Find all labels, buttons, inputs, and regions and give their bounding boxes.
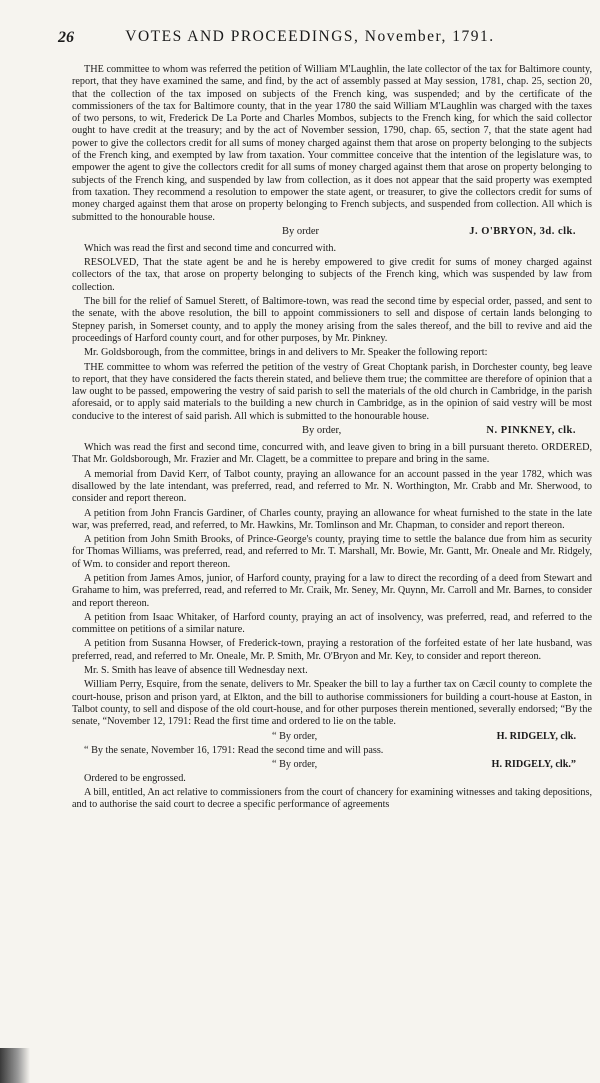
page-number: 26 [58, 29, 74, 46]
signature-by-order: “ By order, [272, 758, 318, 770]
signature-pinkney [72, 425, 592, 439]
paragraph-whitaker-petition: A petition from Isaac Whitaker, of Harford county, praying an act of insolvency, was preferred, read, and referred to the committee on petitions of a similar nature. [72, 611, 592, 636]
paragraph-howser-petition: A petition from Susanna Howser, of Frederick-town, praying a restoration of the forfeited estate of her late husband, was preferred, read, and referred to Mr. Oneale, Mr. P. Smith, Mr. O'Bryon and Mr. Key, to consider and report thereon. [72, 638, 592, 662]
signature-by-order: By order [282, 225, 320, 237]
signature-clerk: N. PINKNEY, clk. [486, 425, 576, 437]
page-body [72, 64, 592, 814]
paragraph-read-concurred: Which was read the first and second time and concurred with. [84, 242, 337, 254]
paragraph-amos-petition: A petition from James Amos, junior, of Harford county, praying for a law to direct the recording of a deed from Stewart and Grahame to him, was preferred, read, and referred to Mr. Craik, Mr. Seney, Mr. Quynn, Mr. Carroll and Mr. Barnes, to consider and report thereon. [72, 572, 592, 609]
paragraph-goldsborough: Mr. Goldsborough, from the committee, brings in and delivers to Mr. Speaker the following report: [84, 347, 488, 359]
signature-ridgely-1 [72, 731, 592, 744]
paragraph-sterett-bill: The bill for the relief of Samuel Sterett, of Baltimore-town, was read the second time by especial order, passed, and sent to the senate, with the above resolution, the bill to appoint commissioners to sell and dispose of certain lands belonging to Stepney parish, in Somerset county, and to apply the money arising from the sales thereof, and the bill to revive and aid the proceedings of Harford county court, and for other purposes, by Mr. Pinkney. [72, 296, 592, 344]
signature-obryon [72, 226, 592, 240]
signature-clerk: H. RIDGELY, clk. [496, 730, 576, 742]
page-header [58, 26, 548, 50]
committee-report-mlaughlin: THE committee to whom was referred the petition of William M'Laughlin, the late collector of the tax for Baltimore county, report, that they have examined the same, and find, by the act of assembly passed at May session, 1781, chap. 25, section 20, that the collection of the tax imposed on subjects of the French king, was suspended; and by the certificate of the commissioners of the tax for Baltimore county, that in the year 1780 the said William M'Laughlin was charged with the taxes of two persons, to wit, Frederick De La Porte and Charles Mombos, subjects to the French king, for which the said collector ought to have credit at the treasury; and by the act of November session, 1790, chap. 65, section 7, that the state agent had power to give the collectors credit for all sums of money charged against them that arose on property belonging to the subjects of the French king, and exempted by law from taxation. Your committee conceive that the intention of the legislature was, to empower the agent to give the collectors credit for all sums of money charged against them that arose on property belonging to subjects of the French king, and suspended by law from collection, as it does not appear that the said property was exempted from taxation. They recommend a resolution to empower the state agent, or treasurer, to give the collectors credit for sums of money charged against them that arose on property belonging to French subjects, and suspended from collection. All which is submitted to the honourable house. [72, 64, 592, 223]
signature-ridgely-2 [72, 759, 592, 772]
committee-report-choptank: THE committee to whom was referred the petition of the vestry of Great Choptank parish, in Dorchester county, beg leave to report, that they have considered the facts therein stated, and believe them true; the committee are therefore of opinion that a law ought to be passed, empowering the vestry of said parish to sell the materials of the old church in Cambridge, in the parish aforesaid, or to apply said materials to the building a new church in Cambridge, as in the opinion of said vestry will be most conducive to the interest of said parish. All which is submitted to the honourable house. [72, 361, 592, 422]
paragraph-engrossed: Ordered to be engrossed. [84, 772, 186, 784]
running-title: VOTES AND PROCEEDINGS, November, 1791. [125, 28, 495, 45]
paragraph-smith-leave: Mr. S. Smith has leave of absence till Wednesday next. [84, 665, 308, 677]
paragraph-chancery-bill: A bill, entitled, An act relative to commissioners from the court of chancery for examining witnesses and taking depositions, and to authorise the said court to decree a specific performance of agreements [72, 787, 592, 811]
paragraph-kerr-memorial: A memorial from David Kerr, of Talbot county, praying an allowance for an account passed in the year 1782, which was disallowed by the late intendant, was preferred, read, and referred to Mr. N. Worthington, Mr. Crabb and Mr. Sherwood, to consider and report thereon. [72, 468, 592, 505]
signature-by-order: By order, [302, 425, 342, 437]
paragraph-ordered-committee: Which was read the first and second time, concurred with, and leave given to bring in a bill pursuant thereto. ORDERED, That Mr. Goldsborough, Mr. Frazier and Mr. Clagett, be a committee to prepare and bring in the same. [72, 442, 592, 466]
signature-clerk: J. O'BRYON, 3d. clk. [469, 225, 576, 237]
paragraph-brooks-petition: A petition from John Smith Brooks, of Prince-George's county, praying time to settle the balance due from him as security for Thomas Williams, was preferred, read, and referred to Mr. T. Marshall, Mr. Bowie, Mr. Gantt, Mr. Oneale and Mr. Ridgely, of Wm. to consider and report thereon. [72, 534, 592, 570]
signature-clerk: H. RIDGELY, clk.” [491, 758, 576, 770]
paragraph-senate-second-reading: “ By the senate, November 16, 1791: Read the second time and will pass. [84, 744, 384, 756]
paragraph-gardiner-petition: A petition from John Francis Gardiner, of Charles county, praying an allowance for wheat furnished to the state in the late war, was preferred, read, and referred, to Mr. Hawkins, Mr. Tomlinson and Mr. Chapman, to consider and report thereon. [72, 507, 592, 531]
scan-edge-shadow [0, 1048, 30, 1083]
paragraph-perry-senate: William Perry, Esquire, from the senate, delivers to Mr. Speaker the bill to lay a further tax on Cæcil county to complete the court-house, prison and prison yard, at Elkton, and the bill to authorise commissioners for building a court-house at Easton, in Talbot county, to sell and dispose of the old court-house, and for other purposes therein mentioned, severally endorsed; “By the senate, “November 12, 1791: Read the first time and ordered to lie on the table. [72, 679, 592, 728]
signature-by-order: “ By order, [272, 730, 318, 742]
paragraph-resolved: RESOLVED, That the state agent be and he is hereby empowered to give credit for sums of money charged against collectors of the tax, that arose on property belonging to subjects of the French king, which was suspended by law from collection. [72, 257, 592, 293]
